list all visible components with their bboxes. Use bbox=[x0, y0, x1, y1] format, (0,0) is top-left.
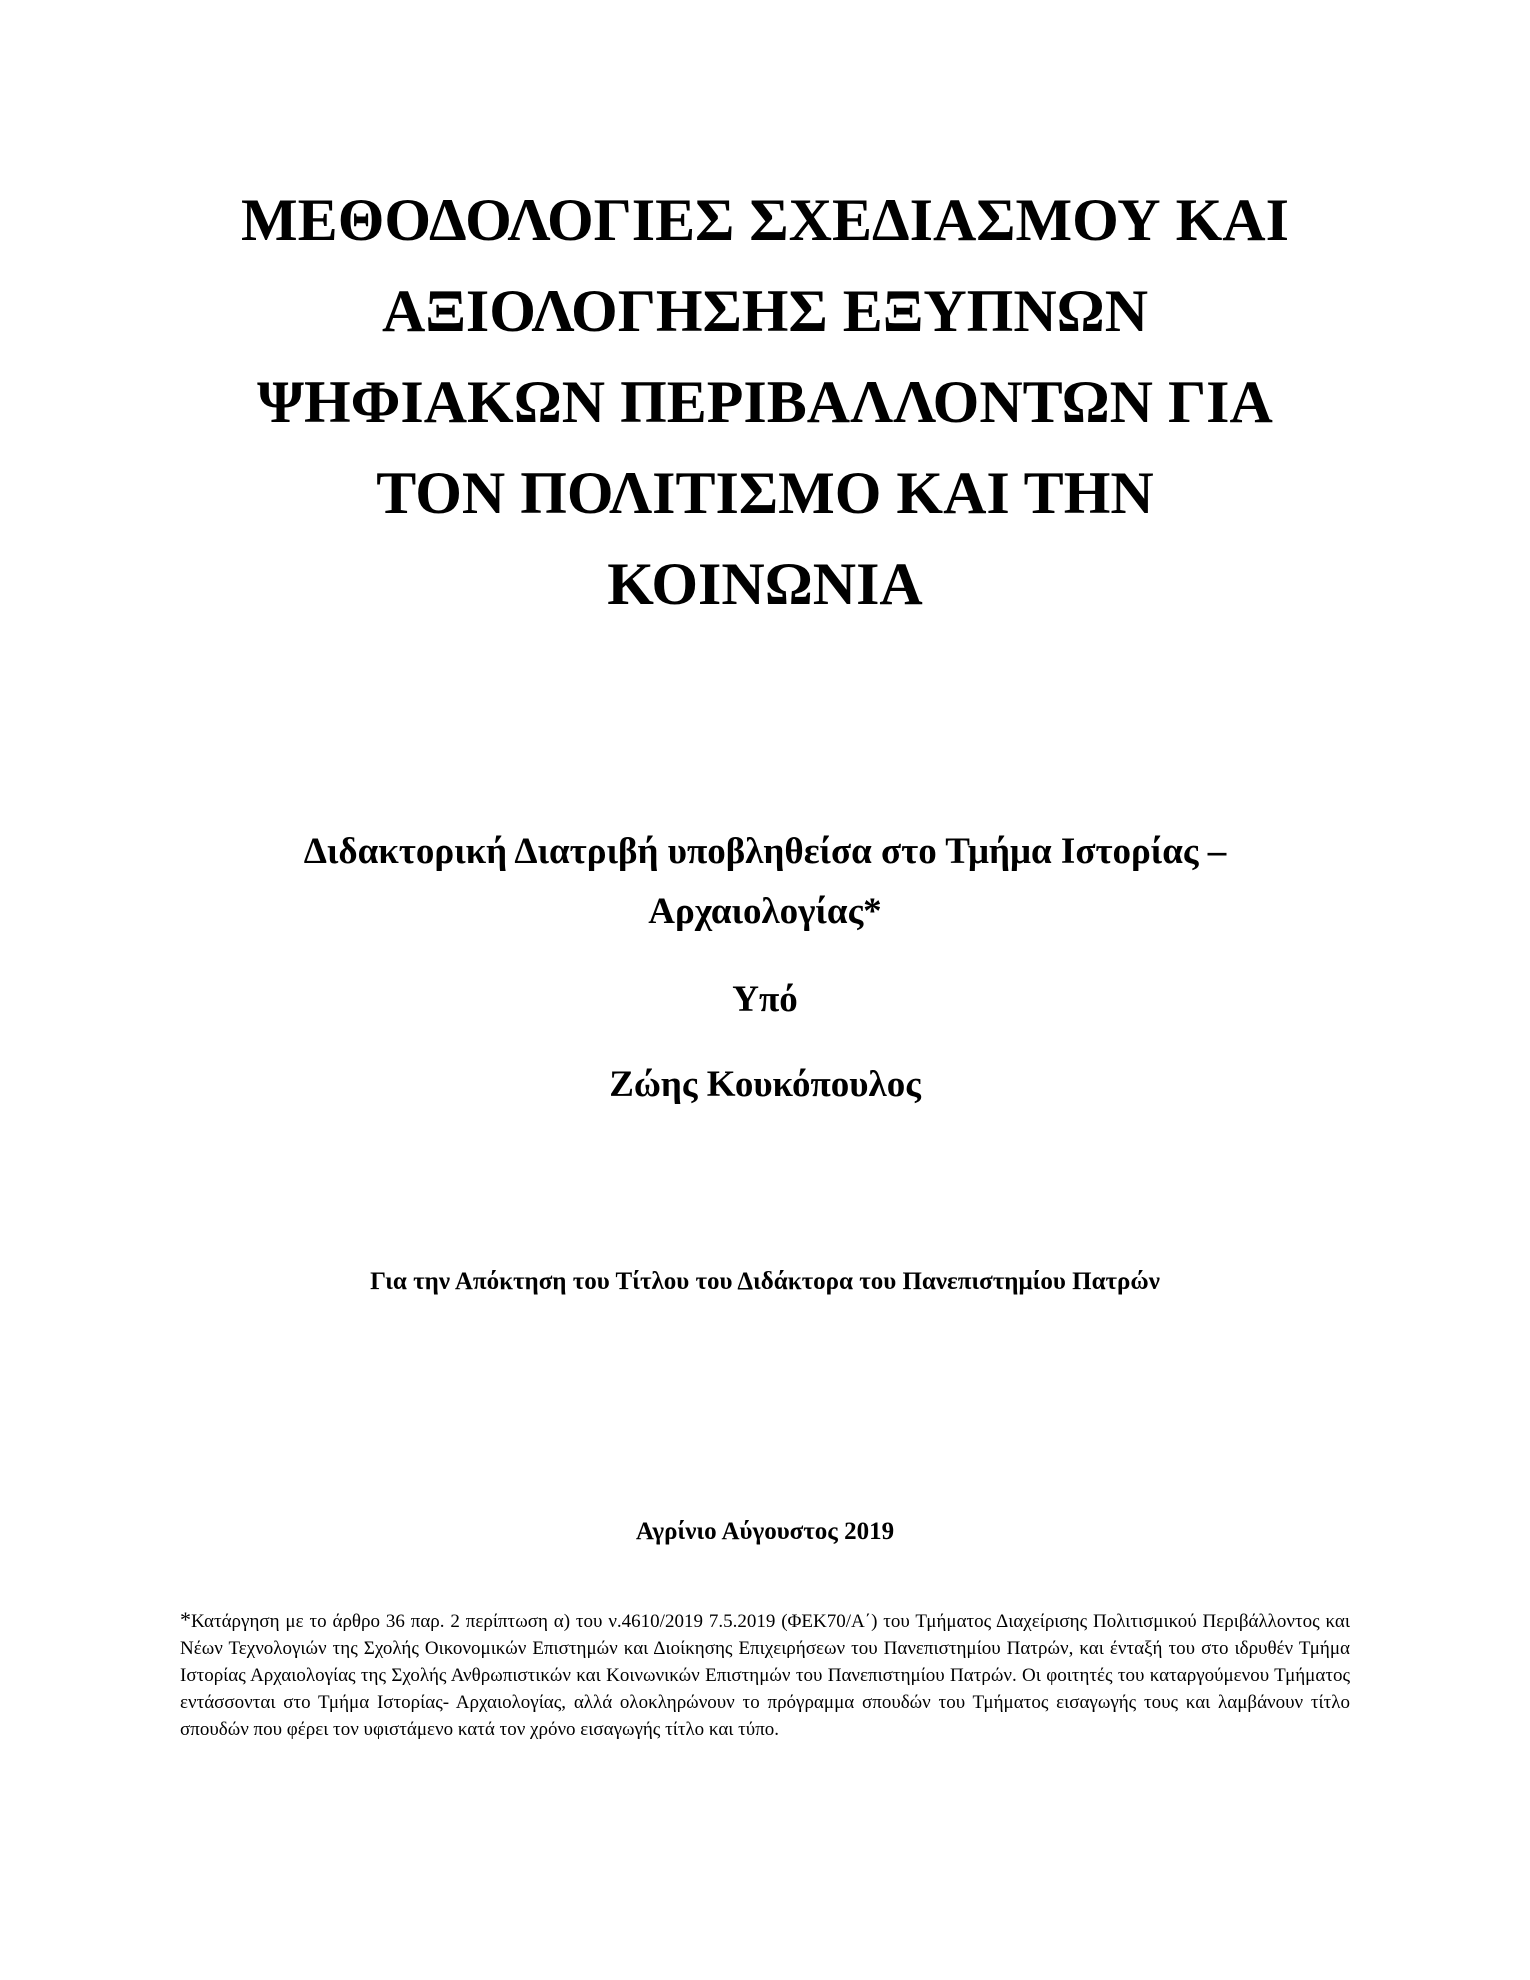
thesis-title-line: ΤΟΝ ΠΟΛΙΤΙΣΜΟ ΚΑΙ ΤΗΝ bbox=[376, 460, 1154, 526]
thesis-subtitle-line: Αρχαιολογίας* bbox=[648, 891, 882, 932]
degree-statement: Για την Απόκτηση του Τίτλου του Διδάκτορα του Πανεπιστημίου Πατρών bbox=[370, 1268, 1160, 1295]
by-label: Υπό bbox=[732, 979, 798, 1020]
place-and-date: Αγρίνιο Αύγουστος 2019 bbox=[635, 1518, 895, 1545]
thesis-subtitle bbox=[160, 822, 1370, 942]
footnote bbox=[180, 1606, 1350, 1743]
thesis-title-line: ΚΟΙΝΩΝΙΑ bbox=[607, 551, 923, 617]
thesis-title bbox=[160, 175, 1370, 630]
footnote-marker: * bbox=[180, 1607, 191, 1632]
author-name: Ζώης Κουκόπουλος bbox=[609, 1064, 921, 1105]
thesis-subtitle-line: Διδακτορική Διατριβή υποβληθείσα στο Τμήμα Ιστορίας – bbox=[303, 831, 1227, 872]
footnote-text: Κατάργηση με το άρθρο 36 παρ. 2 περίπτωση α) του ν.4610/2019 7.5.2019 (ΦΕΚ70/Α΄) του Τμήματος Διαχείρισης Πολιτισμικού Περιβάλλοντος και Νέων Τεχνολογιών της Σχολής Οικονομικών Επιστημών και Διοίκησης Επιχειρήσεων του Πανεπιστημίου Πατρών, και ένταξή του στο ιδρυθέν Τμήμα Ιστορίας Αρχαιολογίας της Σχολής Ανθρωπιστικών και Κοινωνικών Επιστημών του Πανεπιστημίου Πατρών. Οι φοιτητές του καταργούμενου Τμήματος εντάσσονται στο Τμήμα Ιστορίας- Αρχαιολογίας, αλλά ολοκληρώνουν το πρόγραμμα σπουδών του Τμήματος εισαγωγής τους και λαμβάνουν τίτλο σπουδών που φέρει τον υφιστάμενο κατά τον χρόνο εισαγωγής τίτλο και τύπο. bbox=[180, 1611, 1350, 1740]
thesis-title-line: ΑΞΙΟΛΟΓΗΣΗΣ ΕΞΥΠΝΩΝ bbox=[381, 278, 1149, 344]
thesis-title-line: ΜΕΘΟΔΟΛΟΓΙΕΣ ΣΧΕΔΙΑΣΜΟΥ ΚΑΙ bbox=[241, 187, 1289, 253]
thesis-title-line: ΨΗΦΙΑΚΩΝ ΠΕΡΙΒΑΛΛΟΝΤΩΝ ΓΙΑ bbox=[257, 369, 1273, 435]
